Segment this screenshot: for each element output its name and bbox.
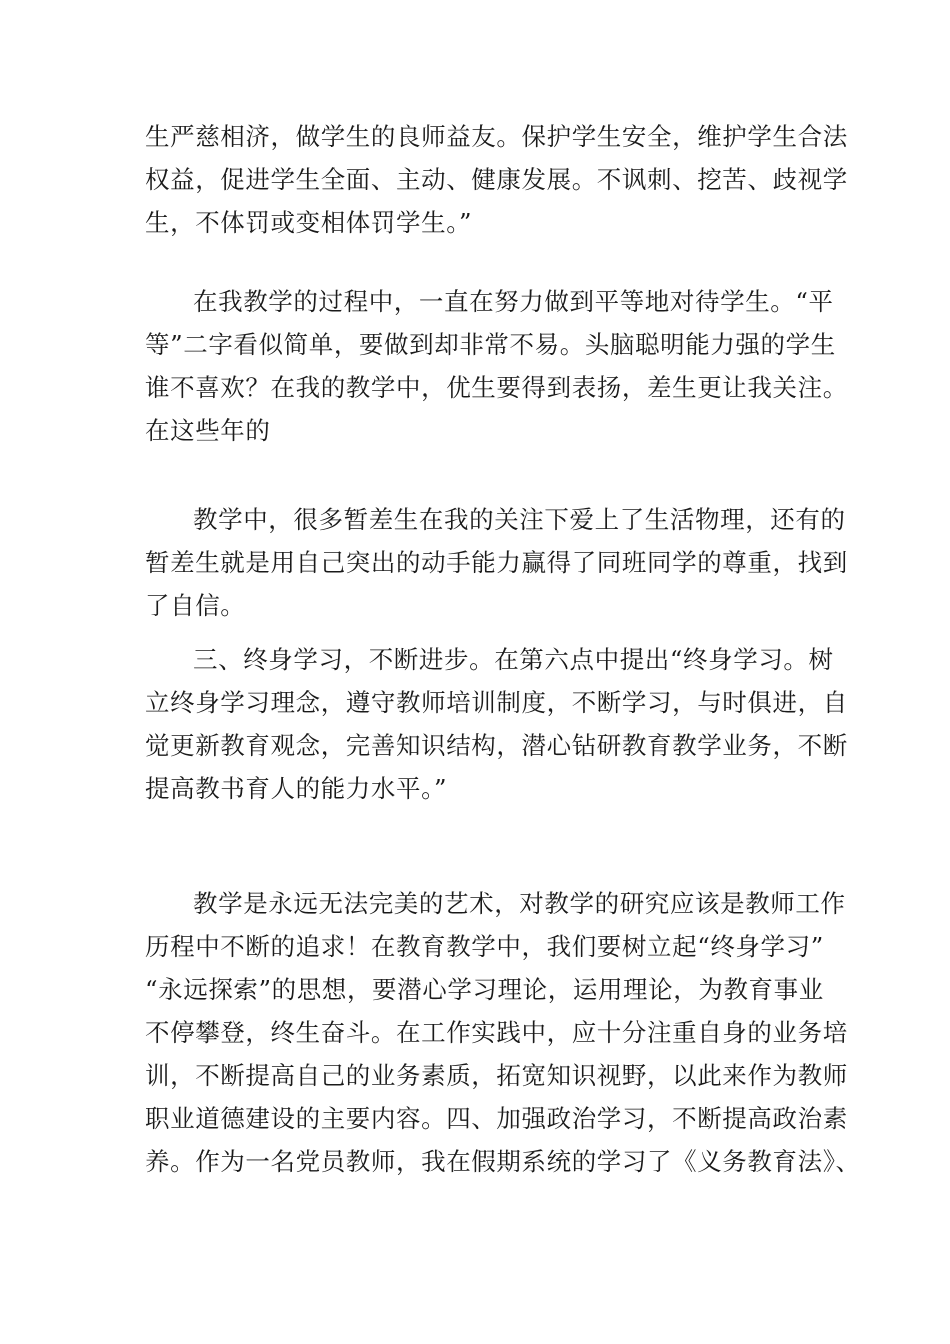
text-line: 不停攀登，终生奋斗。在工作实践中，应十分注重自身的业务培 — [145, 1018, 848, 1047]
text-line: 谁不喜欢？在我的教学中，优生要得到表扬，差生更让我关注。 — [145, 373, 848, 402]
text-line: 提高教书育人的能力水平。” — [145, 774, 448, 803]
text-line: 历程中不断的追求！在教育教学中，我们要树立起“终身学习” — [145, 932, 824, 961]
text-line: 生严慈相济，做学生的良师益友。保护学生安全，维护学生合法 — [145, 122, 848, 151]
text-line: 教学中，很多暂差生在我的关注下爱上了生活物理，还有的 — [193, 505, 846, 534]
text-line: 生，不体罚或变相体罚学生。” — [145, 208, 473, 237]
paragraph-4 — [145, 638, 848, 810]
text-line: 教学是永远无法完美的艺术，对教学的研究应该是教师工作 — [193, 889, 846, 918]
text-line: 职业道德建设的主要内容。四、加强政治学习，不断提高政治素 — [145, 1104, 848, 1133]
paragraph-1 — [145, 115, 848, 244]
text-line: 权益，促进学生全面、主动、健康发展。不讽刺、挖苦、歧视学 — [145, 165, 848, 194]
text-line: “永远探索”的思想，要潜心学习理论，运用理论，为教育事业 — [145, 975, 824, 1004]
text-line: 三、终身学习，不断进步。在第六点中提出“终身学习。树 — [193, 645, 834, 674]
paragraph-3 — [145, 498, 848, 627]
paragraph-2 — [145, 280, 848, 452]
text-line: 在我教学的过程中，一直在努力做到平等地对待学生。“平 — [193, 287, 834, 316]
text-line: 训，不断提高自己的业务素质，拓宽知识视野，以此来作为教师 — [145, 1061, 848, 1090]
paragraph-5 — [145, 882, 861, 1183]
text-line: 在这些年的 — [145, 416, 271, 445]
text-line: 立终身学习理念，遵守教师培训制度，不断学习，与时俱进，自 — [145, 688, 848, 717]
text-line: 了自信。 — [145, 591, 246, 620]
text-line: 觉更新教育观念，完善知识结构，潜心钻研教育教学业务，不断 — [145, 731, 848, 760]
text-line: 暂差生就是用自己突出的动手能力赢得了同班同学的尊重，找到 — [145, 548, 848, 577]
text-line: 养。作为一名党员教师，我在假期系统的学习了《义务教育法》、 — [145, 1147, 861, 1176]
text-line: 等”二字看似简单，要做到却非常不易。头脑聪明能力强的学生 — [145, 330, 836, 359]
